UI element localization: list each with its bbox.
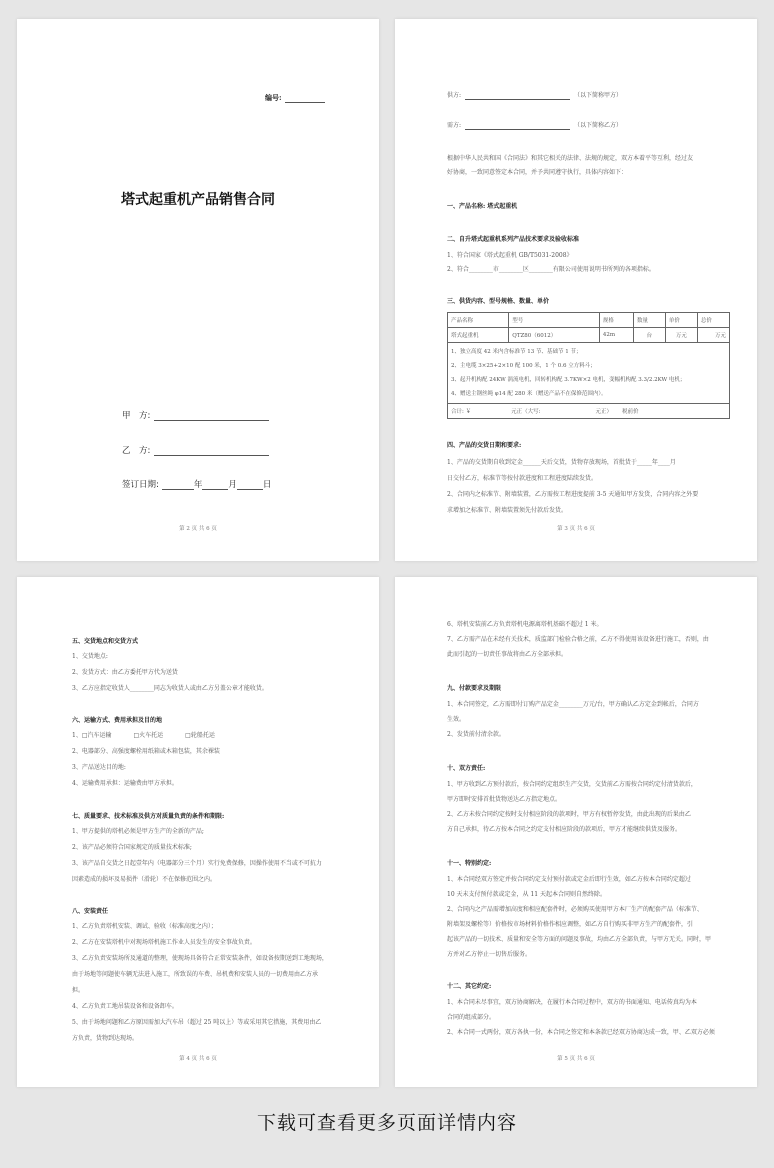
clause-text: 因素造成的损坏及易损件（滑轮）不在保修范围之内。 (72, 876, 217, 883)
clause-text: 1、甲方收到乙方预付款后，按合同约定组织生产交货，交货前乙方需按合同约定付清货款后， (447, 781, 697, 788)
clause-text: 方并对乙方停止一切售后服务。 (447, 951, 532, 958)
clause-text: 1、符合国家《塔式起重机 GB/T5031-2008》 (447, 252, 573, 259)
clause-text: 担。 (72, 987, 85, 994)
table-cell: 型号 (509, 313, 600, 328)
table-cell: 万元 (665, 328, 697, 343)
section-title: 三、供货内容、型号规格、数量、单价 (447, 298, 550, 305)
clause-text: 2、发货前付清余款。 (447, 731, 505, 738)
page-number: 第 2 页 共 6 页 (179, 526, 217, 532)
page-number: 第 3 页 共 6 页 (557, 526, 595, 532)
clause-text: 1、乙方负责塔机安装、调试、验收（标准高度之内）； (72, 923, 217, 930)
party-a-line: 甲 方: (122, 409, 269, 421)
table-cell: QTZ80（6012） (509, 328, 600, 343)
clause-text: 由于场地等问题使车辆无法进入施工，所致误的车费、吊机费和安装人员的一切费用由乙方承 (72, 971, 319, 978)
clause-text: 10 天未支付预付款或定金，从 11 天起本合同则自然终除。 (447, 891, 606, 898)
clause-text: 合同的组成部分。 (447, 1014, 496, 1021)
section-title: 六、运输方式、费用承担及目的地 (72, 717, 163, 724)
intro-text: 好协商，一致同意签定本合同，并予共同遵守执行，具体内容如下： (447, 169, 628, 176)
clause-text: 3、乙方负责安装场所及通道的整理，使现场具备符合正常安装条件，如设备按期送到工地现场， (72, 955, 328, 962)
clause-text: 7、乙方需产品在未经有关技术，质监部门检验合格之前，乙方不得使用该设备进行施工，否则，由 (447, 636, 709, 643)
buyer-line: 需方: （以下简称乙方） (447, 122, 623, 129)
clause-text: 4、乙方负责工地吊装设备和设备卸车。 (72, 1003, 178, 1010)
table-header-row (448, 313, 730, 328)
clause-text: 2、合同内之标准节、附墙装置，乙方需按工程进度提前 3-5 天通知甲方发货，合同内容之外要 (447, 491, 699, 498)
table-cell: 产品名称 (448, 313, 509, 328)
section-title: 四、产品的交货日期和要求: (447, 442, 522, 449)
section-title: 十、双方责任: (447, 765, 486, 772)
clause-text: 5、由于场地问题和乙方原因需加大汽车吊（超过 25 吨以上）等或采用其它措施，其费用由乙 (72, 1019, 322, 1026)
download-more-text: 下载可查看更多页面详情内容 (256, 1112, 517, 1134)
transport-options: 1、□汽车运输 □火车托运 □轮船托运 (72, 732, 215, 739)
section-title: 七、质量要求、技术标准及供方对质量负责的条件和期限: (72, 813, 225, 820)
party-b-line: 乙 方: (122, 444, 269, 456)
contract-number-label: 编号: (265, 93, 325, 103)
table-cell: 规格 (599, 313, 633, 328)
section-title: 十二、其它约定: (447, 983, 492, 990)
page-cover (17, 19, 379, 561)
clause-text: 2、乙方在安装塔机中对现场塔机施工作业人员发生的安全事故负责。 (72, 939, 256, 946)
table-cell: 数量 (633, 313, 665, 328)
table-cell: 总价 (697, 313, 729, 328)
page-3 (395, 19, 757, 561)
sign-date-line: 签订日期: 年 月 日 (122, 480, 272, 490)
clause-text: 1、本合同经双方签定并按合同约定支付预付款或定金后即行生效，如乙方按本合同约定超过 (447, 876, 691, 883)
table-total-row (448, 404, 730, 419)
clause-text: 生效。 (447, 716, 466, 723)
intro-text: 根据中华人民共和国《合同法》和其它相关的法律、法规的规定，双方本着平等互利，经过友 (447, 155, 694, 162)
table-cell: 42m (599, 328, 633, 343)
clause-text: 3、该产品自交货之日起壹年内（电器部分三个月）实行免费保修，因操作使用不当或不可抗力 (72, 860, 322, 867)
section-title: 九、付款要求及期限 (447, 685, 502, 692)
clause-text: 4、运输费用承担：运输费由甲方承担。 (72, 780, 178, 787)
page-4 (17, 577, 379, 1087)
spec-line: 3、起升机构配 24KW 涡流电机，回转机构配 3.7KW×2 电机，变幅机构配 3.3/2.2KW 电机； (451, 377, 686, 383)
section-title: 八、安装责任 (72, 908, 109, 915)
spec-line: 2、主电缆 3×25+2×10 配 100 米，1 个 0.6 立方料斗； (451, 363, 596, 369)
table-cell: 台 (633, 328, 665, 343)
section-title: 一、产品名称: 塔式起重机 (447, 203, 518, 210)
clause-text: 1、甲方提供的塔机必须是甲方生产的全新的产品; (72, 828, 204, 835)
clause-text: 3、乙方应指定收货人________同志为收货人或由乙方另盖公章才能收货。 (72, 685, 268, 692)
page-number: 第 5 页 共 6 页 (557, 1056, 595, 1062)
clause-text: 2、发货方式：由乙方委托甲方代为送货 (72, 669, 178, 676)
clause-text: 2、本合同一式两份，双方各执一份，本合同之签定和本条款已经双方协商达成一致，甲、乙双方必须 (447, 1029, 715, 1036)
clause-text: 2、乙方未按合同约定按时支付相应阶段的款项时，甲方有权暂停发货，由此出现的后果由乙 (447, 811, 691, 818)
clause-text: 2、该产品必须符合国家规定的质量技术标准; (72, 844, 192, 851)
clause-text: 3、产品送达目的地: (72, 764, 126, 771)
spec-line: 4、赠送主钢丝绳 φ14 配 280 米（赠送产品不在保修范围内）。 (451, 391, 607, 397)
clause-text: 此而引起的一切责任事故将由乙方全部承担。 (447, 651, 568, 658)
table-cell: 单价 (665, 313, 697, 328)
page-5 (395, 577, 757, 1087)
clause-text: 甲方即时安排首批货物送达乙方指定地点。 (447, 796, 562, 803)
supply-table (447, 312, 730, 419)
clause-text: 求增加之标准节、附墙装置须先付款后发货。 (447, 507, 568, 514)
supplier-line: 供方: （以下简称甲方） (447, 92, 623, 99)
table-cell: 万元 (697, 328, 729, 343)
spec-line: 1、独立高度 42 米内含标准节 13 节、基础节 1 节； (451, 349, 582, 355)
clause-text: 1、交货地点: (72, 653, 108, 660)
section-title: 二、自升塔式起重机系列产品技术要求及验收标准 (447, 236, 580, 243)
contract-title: 塔式起重机产品销售合同 (121, 192, 275, 208)
clause-text: 方自己承担，待乙方按本合同之约定支付相应阶段的款项后，甲方才能继续供货及服务。 (447, 826, 682, 833)
table-specs-cell (448, 343, 730, 404)
clause-text: 附墙架及螺栓等）价格按市场材料价格作相应调整，如乙方自行购买非甲方生产的配套件，引 (447, 921, 694, 928)
clause-text: 日交付乙方，标准节等按付款进度和工程进度陆续发货。 (447, 475, 598, 482)
clause-text: 2、电器部分、高强度螺栓用纸箱或木箱包装，其余裸装 (72, 748, 220, 755)
table-cell: 塔式起重机 (448, 328, 509, 343)
section-title: 五、交货地点和交货方式 (72, 638, 139, 645)
clause-text: 1、本合同未尽事宜，双方协商解决，在履行本合同过程中，双方的书面通知、电话传真均为本 (447, 999, 697, 1006)
page-number: 第 4 页 共 6 页 (179, 1056, 217, 1062)
clause-text: 1、产品的交货期自收到定金______天后交货，货物存放现场，首批货于_____年____月 (447, 459, 676, 466)
clause-text: 2、符合________市________区________有限公司使用说明书所列的各项指标。 (447, 266, 655, 273)
clause-text: 2、合同内之产品需增加高度和相应配套件时，必须购买使用甲方本厂生产的配套产品（标准节、 (447, 906, 703, 913)
table-total-cell: 合计: ￥ 元正（大写: 元正） 税前价 (448, 404, 730, 419)
section-title: 十一、特别约定: (447, 860, 492, 867)
clause-text: 1、本合同签定，乙方需即付订购产品定金________万元/台，甲方确认乙方定金到帐后，合同方 (447, 701, 699, 708)
clause-text: 方负责，货物到达现场。 (72, 1035, 139, 1042)
clause-text: 6、塔机安装前乙方负责塔机电源离塔机基础不超过 1 米。 (447, 621, 603, 628)
clause-text: 起该产品的一切技术、质量和安全等方面的问题及事故，均由乙方全部负责，与甲方无关。同时，甲 (447, 936, 712, 943)
table-specs-row (448, 343, 730, 404)
table-row (448, 328, 730, 343)
